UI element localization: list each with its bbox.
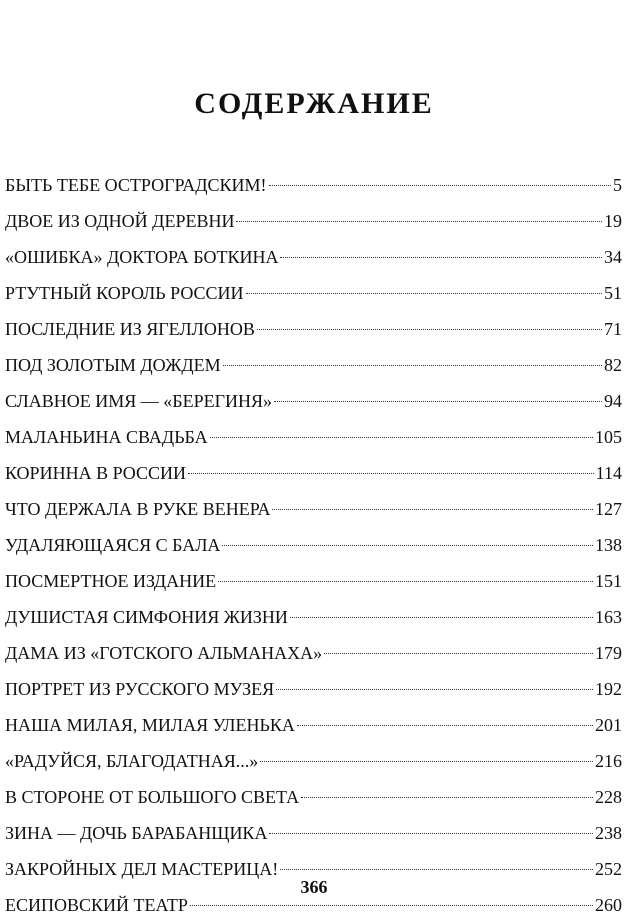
toc-entry-page: 71 (604, 319, 622, 339)
toc-entry-page: 238 (595, 823, 622, 843)
dot-leader (210, 437, 593, 438)
dot-leader (276, 689, 593, 690)
toc-entry-title: БЫТЬ ТЕБЕ ОСТРОГРАДСКИМ! (5, 175, 267, 195)
toc-entry (5, 635, 622, 671)
toc-entry-title: «ОШИБКА» ДОКТОРА БОТКИНА (5, 247, 279, 267)
toc-entry-title: УДАЛЯЮЩАЯСЯ С БАЛА (5, 535, 221, 555)
toc-entry-title: ПОСМЕРТНОЕ ИЗДАНИЕ (5, 571, 217, 591)
dot-leader (188, 473, 594, 474)
toc-entry (5, 707, 622, 743)
toc-entry-page: 216 (595, 751, 622, 771)
toc-entry (5, 815, 622, 851)
toc-entry-title: ЧТО ДЕРЖАЛА В РУКЕ ВЕНЕРА (5, 499, 271, 519)
toc-entry-page: 82 (604, 355, 622, 375)
dot-leader (297, 725, 593, 726)
toc-entry-title: ДАМА ИЗ «ГОТСКОГО АЛЬМАНАХА» (5, 643, 323, 663)
page-number: 366 (300, 877, 328, 897)
toc-entry-page: 228 (595, 787, 622, 807)
dot-leader (269, 185, 611, 186)
toc-entry-title: ДВОЕ ИЗ ОДНОЙ ДЕРЕВНИ (5, 211, 235, 231)
toc-entry-page: 201 (595, 715, 622, 735)
dot-leader (280, 257, 602, 258)
dot-leader (280, 869, 593, 870)
toc-entry-page: 94 (604, 391, 622, 411)
toc-entry-page: 138 (595, 535, 622, 555)
toc-entry (5, 671, 622, 707)
toc-entry-page: 163 (595, 607, 622, 627)
toc-entry-title: В СТОРОНЕ ОТ БОЛЬШОГО СВЕТА (5, 787, 300, 807)
dot-leader (246, 293, 602, 294)
dot-leader (223, 365, 602, 366)
toc-entry-title: ДУШИСТАЯ СИМФОНИЯ ЖИЗНИ (5, 607, 288, 627)
toc-entry (5, 779, 622, 815)
dot-leader (290, 617, 593, 618)
toc-entry-title: РТУТНЫЙ КОРОЛЬ РОССИИ (5, 283, 244, 303)
table-of-contents (5, 167, 622, 923)
toc-entry (5, 743, 622, 779)
dot-leader (269, 833, 593, 834)
toc-entry-page: 105 (595, 427, 622, 447)
toc-entry-title: ПОРТРЕТ ИЗ РУССКОГО МУЗЕЯ (5, 679, 275, 699)
toc-entry (5, 599, 622, 635)
toc-entry-page: 34 (604, 247, 622, 267)
toc-entry-title: СЛАВНОЕ ИМЯ — «БЕРЕГИНЯ» (5, 391, 273, 411)
page-title: СОДЕРЖАНИЕ (194, 87, 434, 121)
toc-entry-title: ПОСЛЕДНИЕ ИЗ ЯГЕЛЛОНОВ (5, 319, 255, 339)
dot-leader (301, 797, 593, 798)
toc-entry-title: МАЛАНЬИНА СВАДЬБА (5, 427, 208, 447)
toc-entry-title: ЗИНА — ДОЧЬ БАРАБАНЩИКА (5, 823, 268, 843)
toc-entry-page: 151 (595, 571, 622, 591)
toc-entry-page: 51 (604, 283, 622, 303)
toc-entry (5, 383, 622, 419)
toc-entry-page: 19 (604, 211, 622, 231)
dot-leader (260, 761, 593, 762)
toc-entry-page: 260 (595, 895, 622, 915)
dot-leader (236, 221, 602, 222)
dot-leader (190, 905, 593, 906)
toc-entry-title: ЗАКРОЙНЫХ ДЕЛ МАСТЕРИЦА! (5, 859, 279, 879)
toc-entry (5, 563, 622, 599)
toc-entry (5, 275, 622, 311)
toc-entry-page: 252 (595, 859, 622, 879)
dot-leader (222, 545, 593, 546)
toc-entry (5, 347, 622, 383)
toc-entry (5, 455, 622, 491)
dot-leader (257, 329, 602, 330)
toc-entry (5, 491, 622, 527)
toc-entry (5, 167, 622, 203)
toc-entry-title: ЕСИПОВСКИЙ ТЕАТР (5, 895, 188, 915)
toc-entry-title: КОРИННА В РОССИИ (5, 463, 187, 483)
toc-entry (5, 239, 622, 275)
dot-leader (324, 653, 593, 654)
toc-entry-page: 127 (595, 499, 622, 519)
dot-leader (272, 509, 593, 510)
toc-entry-title: ПОД ЗОЛОТЫМ ДОЖДЕМ (5, 355, 221, 375)
dot-leader (274, 401, 602, 402)
toc-entry (5, 203, 622, 239)
dot-leader (218, 581, 593, 582)
toc-entry-page: 5 (613, 175, 622, 195)
toc-entry-page: 192 (595, 679, 622, 699)
toc-entry (5, 527, 622, 563)
toc-entry-title: НАША МИЛАЯ, МИЛАЯ УЛЕНЬКА (5, 715, 295, 735)
toc-entry-title: «РАДУЙСЯ, БЛАГОДАТНАЯ...» (5, 751, 259, 771)
toc-entry-page: 179 (595, 643, 622, 663)
toc-entry (5, 419, 622, 455)
toc-entry-page: 114 (595, 463, 622, 483)
toc-entry (5, 311, 622, 347)
